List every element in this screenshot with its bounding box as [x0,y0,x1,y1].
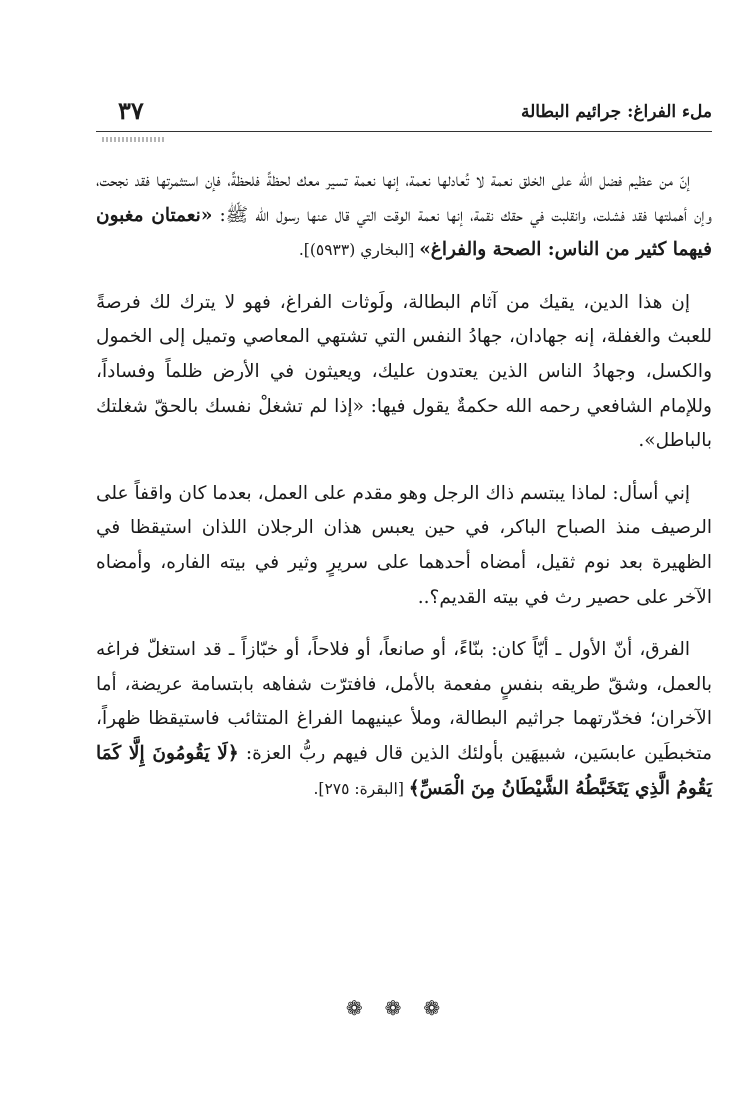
page-number: ٣٧ [118,96,144,125]
paragraph-3-text: إني أسأل: لماذا يبتسم ذاك الرجل وهو مقدم على العمل، بعدما كان واقفاً على الرصيف منذ الصباح الباكر، في حين يعبس هذان الرجلان اللذان استيقظا في الظهيرة بعد نوم ثقيل، أمضاه أحدهما على سريرٍ وثير في بيته الفاره، وأمضاه الآخر على حصير رث في بيته القديم؟.. [96,482,712,608]
header-rule-mark [102,137,166,142]
page-body [96,164,712,806]
hadith-quote: «نعمتان مغبون فيهما كثير من الناس: الصحة والفراغ» [96,204,712,261]
paragraph-4 [96,633,712,806]
ornament-star-icon: ❁ [345,996,385,1020]
paragraph-1 [96,164,712,268]
quran-verse: ﴿لَا يَقُومُونَ إِلَّا كَمَا يَقُومُ الَّذِي يَتَخَبَّطُهُ الشَّيْطَانُ مِنَ الْمَسِّ﴾ [96,742,712,799]
paragraph-3 [96,477,712,615]
ornament-star-icon: ❁ [423,996,463,1020]
quran-citation: [البقرة: ٢٧٥]. [313,779,409,798]
paragraph-2-text: إن هذا الدين، يقيك من آثام البطالة، ولَوثات الفراغ، فهو لا يترك لك فرصةً للعبث والغفلة، إنه جهادان، جهادُ النفس التي تشتهي المعاصي وتميل إلى الخمول والكسل، وجهادُ الناس الذين يعتدون عليك، ويعيثون في الأرض ظلماً وفساداً، وللإمام الشافعي رحمه الله حكمةٌ يقول فيها: «إذا لم تشغلْ نفسك بالحقّ شغلتك بالباطل». [96,291,712,452]
paragraph-4-text: الفرق، أنّ الأول ـ أيّاً كان: بنّاءً، أو صانعاً، أو فلاحاً، أو خبّازاً ـ قد استغلّ فراغه بالعمل، وشقّ طريقه بنفسٍ مفعمة بالأمل، فافترّت شفاهه بابتسامة عريضة، أما الآخران؛ فخدّرتهما جراثيم البطالة، وملأ عينيهما الفراغ المتثائب فاستيقظا ظهراً، متخبطَين عابسَين، شبيهَين بأولئك الذين قال فيهم ربُّ العزة: [96,639,712,764]
hadith-citation: [البخاري (٥٩٣٣)]. [298,241,420,260]
header-rule [96,131,712,132]
page-header [96,96,712,132]
section-ornament [96,996,712,1020]
running-title: ملء الفراغ: جرائيم البطالة [521,102,712,122]
paragraph-2 [96,286,712,459]
ornament-star-icon: ❁ [384,996,424,1020]
paragraph-1-text: إنّ من عظيم فضل الله على الخلق نعمة لا تُعادلها نعمة، إنها نعمة تسير معك لحظةً فلحظةً، فإن استثمرتها فقد نجحت، وإن أهملتها فقد فشلت، وانقلبت في حقك نقمة، إنها نعمة الوقت التي قال عنها رسول الله ﷺ: [96,170,712,226]
